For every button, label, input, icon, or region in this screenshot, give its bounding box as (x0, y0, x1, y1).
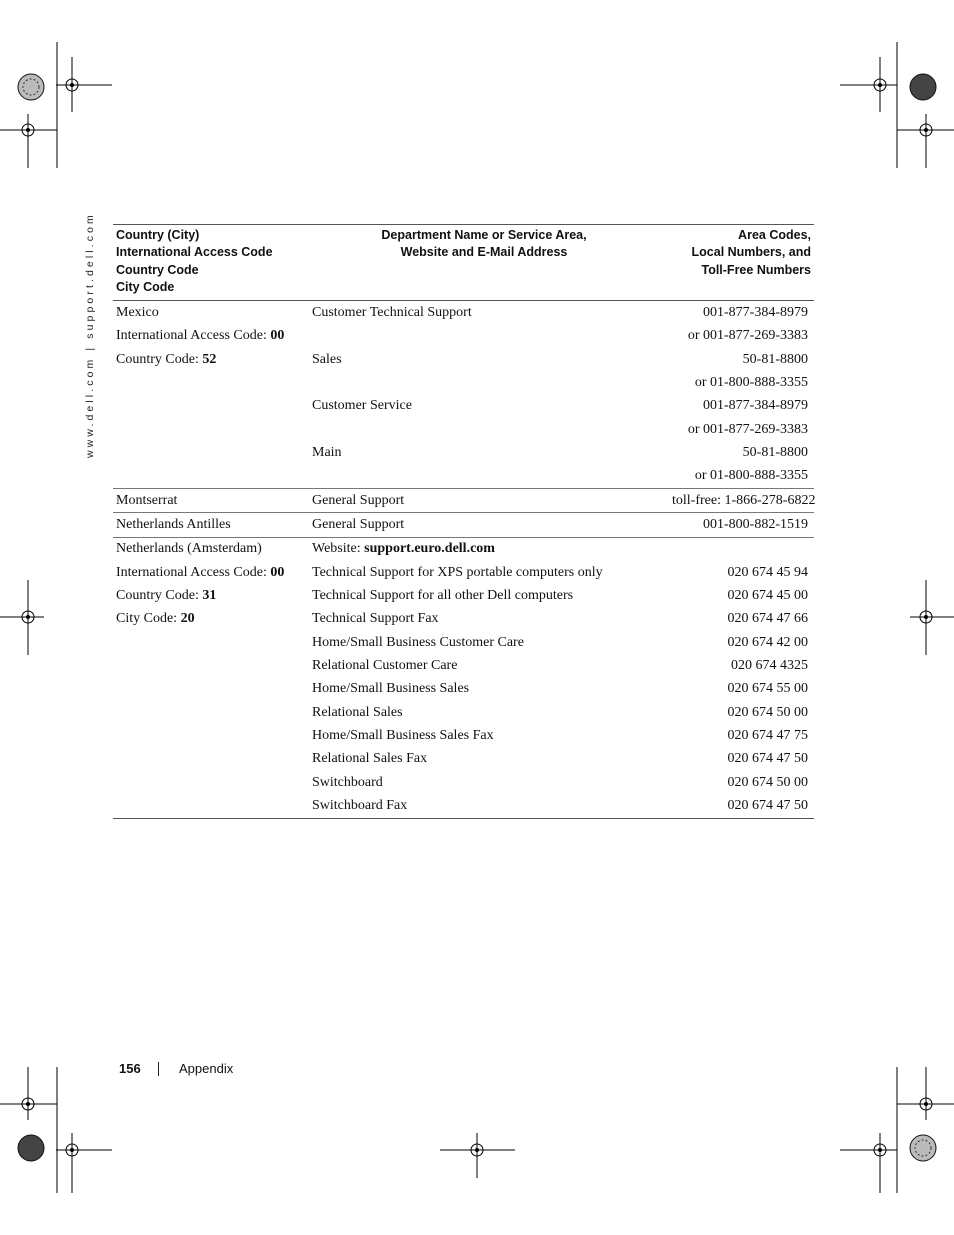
number-cell: 020 674 45 00 (727, 587, 808, 603)
cell-text: Home/Small Business Customer Care (312, 634, 524, 650)
service-cell (309, 608, 669, 631)
cell-text: International Access Code: (116, 564, 271, 580)
service-cell (309, 441, 669, 464)
service-cell (309, 348, 669, 371)
cell-text: General Support (312, 516, 405, 532)
table-row (113, 348, 814, 371)
bold-value: 00 (270, 328, 285, 344)
header-line: Toll-Free Numbers (701, 262, 811, 277)
service-cell (309, 748, 669, 771)
table-row (113, 561, 814, 584)
country-cell (113, 631, 309, 654)
number-cell: 50-81-8800 (742, 444, 808, 460)
header-line: Country (City) (116, 228, 200, 242)
header-line: City Code (116, 279, 175, 294)
table-row (113, 608, 814, 631)
service-cell (309, 395, 669, 418)
service-cell (309, 301, 669, 325)
cell-text: Relational Customer Care (312, 658, 458, 674)
country-cell (113, 465, 309, 489)
cell-text: General Support (312, 492, 405, 508)
cell-text: Home/Small Business Sales (312, 681, 470, 697)
country-cell (113, 654, 309, 677)
table-row (113, 325, 814, 348)
table-row (113, 584, 814, 607)
cell-text: Technical Support for XPS portable computers only (312, 564, 603, 580)
number-cell: 001-800-882-1519 (669, 513, 814, 537)
country-cell (113, 794, 309, 818)
country-cell (113, 395, 309, 418)
country-cell (113, 561, 309, 584)
table-row (113, 678, 814, 701)
service-cell (309, 325, 669, 348)
number-cell: 020 674 55 00 (727, 681, 808, 697)
country-cell (113, 537, 309, 561)
bold-value: 52 (202, 351, 217, 367)
cell-text: Home/Small Business Sales Fax (312, 728, 494, 744)
table-row (113, 631, 814, 654)
number-cell: or 01-800-888-3355 (694, 468, 808, 484)
country-cell (113, 748, 309, 771)
number-cell: 020 674 42 00 (727, 634, 808, 650)
table-row (113, 701, 814, 724)
cell-text: Country Code: (116, 351, 203, 367)
number-cell: 020 674 45 94 (727, 564, 808, 580)
country-cell (113, 441, 309, 464)
bold-value: 31 (202, 587, 217, 603)
number-cell: or 001-877-269-3383 (687, 328, 808, 344)
number-cell: 020 674 47 50 (727, 798, 808, 814)
header-line: International Access Code (116, 245, 273, 260)
country-cell (113, 701, 309, 724)
number-cell: 020 674 4325 (731, 658, 808, 674)
service-cell (309, 771, 669, 794)
table-row (113, 395, 814, 418)
service-cell (309, 371, 669, 394)
cell-text: Relational Sales Fax (312, 751, 428, 767)
table-row (113, 794, 814, 818)
number-cell: 020 674 50 00 (727, 704, 808, 720)
service-cell (309, 584, 669, 607)
cell-text: Switchboard (312, 774, 383, 790)
bold-value: 00 (270, 564, 285, 580)
section-name: Appendix (179, 1061, 234, 1076)
header-department (309, 225, 669, 301)
cell-text: Relational Sales (312, 704, 403, 720)
country-cell (113, 724, 309, 747)
header-line: Country Code (116, 262, 199, 277)
service-cell (309, 561, 669, 584)
cell-text: Switchboard Fax (312, 798, 408, 814)
table-row (113, 441, 814, 464)
table-row (113, 371, 814, 394)
service-cell (309, 631, 669, 654)
country-cell (113, 348, 309, 371)
service-cell (309, 794, 669, 818)
cell-text: Montserrat (116, 492, 178, 508)
service-cell (309, 654, 669, 677)
cell-text: Technical Support Fax (312, 611, 439, 627)
table-row (113, 537, 814, 561)
cell-text: Sales (312, 351, 342, 367)
page-number: 156 (119, 1061, 141, 1076)
cell-text: Netherlands Antilles (116, 516, 231, 532)
table-row (113, 654, 814, 677)
table-row (113, 513, 814, 537)
cell-text: Customer Service (312, 398, 412, 414)
number-cell: toll-free: 1-866-278-6822 (669, 488, 814, 512)
service-cell (309, 724, 669, 747)
cell-text: International Access Code: (116, 328, 271, 344)
bold-value: 20 (180, 611, 195, 627)
number-cell: or 001-877-269-3383 (687, 421, 808, 437)
country-cell (113, 371, 309, 394)
number-cell: 020 674 50 00 (727, 774, 808, 790)
number-cell (669, 537, 814, 561)
number-cell: 020 674 47 66 (727, 611, 808, 627)
service-cell (309, 418, 669, 441)
country-cell (113, 301, 309, 325)
country-cell (113, 325, 309, 348)
number-cell: 020 674 47 75 (727, 728, 808, 744)
service-cell (309, 488, 669, 512)
header-line: Website and E-Mail Address (400, 245, 568, 260)
header-line: Area Codes, (738, 228, 811, 242)
cell-text: Country Code: (116, 587, 203, 603)
cell-text: Technical Support for all other Dell computers (312, 587, 574, 603)
table-row (113, 748, 814, 771)
table-row (113, 418, 814, 441)
contact-table (113, 224, 814, 819)
country-cell (113, 678, 309, 701)
country-cell (113, 488, 309, 512)
country-cell (113, 584, 309, 607)
cell-text: Netherlands (Amsterdam) (116, 541, 262, 557)
cell-text: Customer Technical Support (312, 304, 472, 320)
cell-text: Main (312, 444, 342, 460)
header-numbers (669, 225, 814, 301)
service-cell (309, 513, 669, 537)
country-cell (113, 608, 309, 631)
cell-text: Website: (312, 541, 365, 557)
number-cell: 001-877-384-8979 (703, 304, 808, 320)
table-row (113, 465, 814, 489)
footer-separator (158, 1062, 159, 1076)
side-url: www.dell.com | support.dell.com (84, 212, 96, 458)
service-cell (309, 701, 669, 724)
table-row (113, 771, 814, 794)
number-cell: 001-877-384-8979 (703, 398, 808, 414)
header-country (113, 225, 309, 301)
country-cell (113, 513, 309, 537)
header-line: Department Name or Service Area, (381, 228, 587, 242)
service-cell (309, 465, 669, 489)
service-cell (309, 537, 669, 561)
table-row (113, 488, 814, 512)
country-cell (113, 771, 309, 794)
number-cell: 50-81-8800 (742, 351, 808, 367)
table-header-row (113, 225, 814, 301)
table-body (113, 301, 814, 819)
country-cell (113, 418, 309, 441)
table-row (113, 724, 814, 747)
table-row (113, 301, 814, 325)
service-cell (309, 678, 669, 701)
header-line: Local Numbers, and (691, 245, 811, 260)
number-cell: or 01-800-888-3355 (694, 374, 808, 390)
number-cell: 020 674 47 50 (727, 751, 808, 767)
cell-text: City Code: (116, 611, 181, 627)
cell-text: Mexico (116, 304, 159, 320)
bold-value: support.euro.dell.com (364, 541, 495, 557)
